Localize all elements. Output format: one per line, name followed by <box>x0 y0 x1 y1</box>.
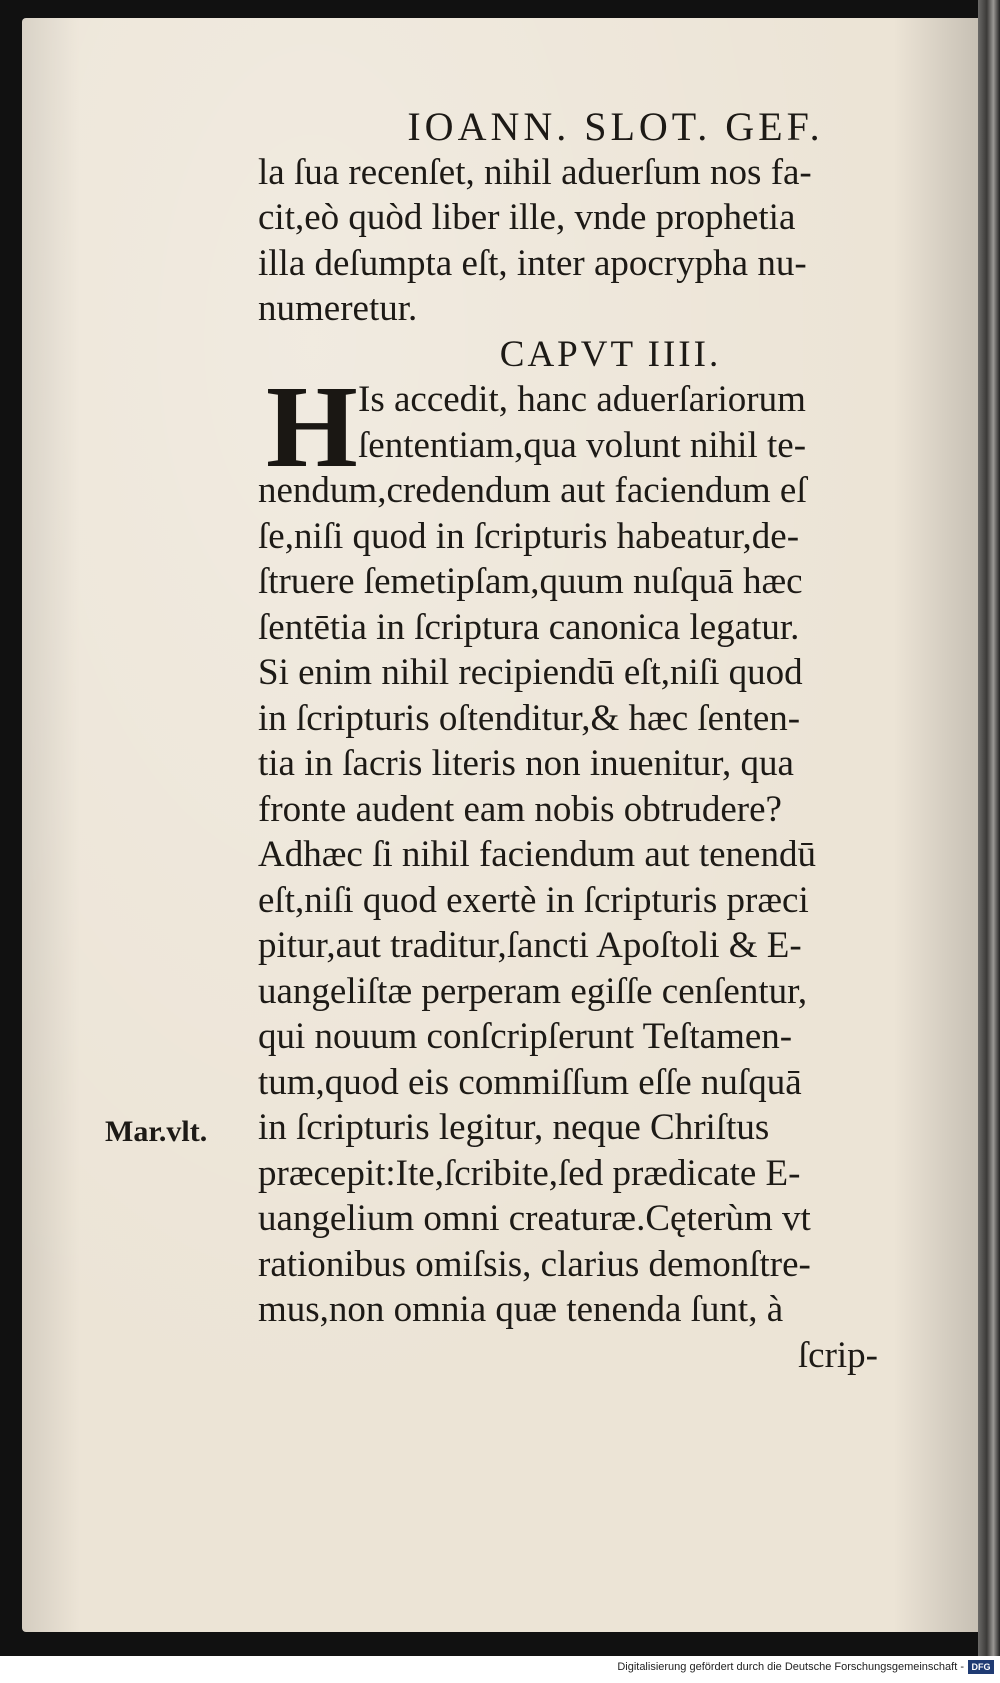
text-line: nendum,credendum aut faciendum eſ <box>258 470 807 511</box>
book-edge <box>978 0 1000 1656</box>
text-line: præcepit:Ite,ſcribite,ſed prædicate E- <box>258 1152 801 1194</box>
running-head: IOANN. SLOT. GEF. <box>407 104 824 149</box>
text-line: in ſcripturis legitur, neque Chriſtus <box>258 1107 770 1148</box>
dfg-logo: DFG <box>968 1660 994 1674</box>
text-line: illa deſumpta eſt, inter apocrypha nu- <box>258 242 807 284</box>
text-line: fronte audent eam nobis obtrudere? <box>258 788 782 830</box>
text-line: qui nouum conſcripſerunt Teſtamen- <box>258 1016 793 1057</box>
text-line: Is accedit, hanc aduerſariorum <box>358 379 806 420</box>
text-line: cit,eò quòd liber ille, vnde prophetia <box>258 197 796 238</box>
text-line: rationibus omiſsis, clarius demonſtre- <box>258 1243 811 1285</box>
footer-credit: Digitalisierung gefördert durch die Deutsche Forschungsgemeinschaft - <box>617 1661 964 1673</box>
text-line: Adhæc ſi nihil faciendum aut tenendū <box>258 834 816 875</box>
text-line: Si enim nihil recipiendū eſt,niſi quod <box>258 652 803 693</box>
text-line: ſe,niſi quod in ſcripturis habeatur,de- <box>258 515 800 557</box>
text-line: pitur,aut traditur,ſancti Apoſtoli & E- <box>258 925 802 966</box>
text-line: uangeliſtæ perperam egiſſe cenſentur, <box>258 970 808 1012</box>
text-line: mus,non omnia quæ tenenda ſunt, à <box>258 1289 784 1330</box>
catchword: ſcrip- <box>797 1334 878 1376</box>
margin-note: Mar.vlt. <box>105 1115 208 1148</box>
text-line: in ſcripturis oſtenditur,& hæc ſenten- <box>258 697 801 739</box>
chapter-body <box>258 361 933 1378</box>
text-line: tia in ſacris literis non inuenitur, qua <box>258 743 794 784</box>
text-line: uangelium omni creaturæ.Cęterùm vt <box>258 1198 811 1239</box>
text-line: eſt,niſi quod exertè in ſcripturis præci <box>258 879 809 921</box>
text-line: ſentētia in ſcriptura canonica legatur. <box>258 606 800 648</box>
chapter-heading: CAPVT IIII. <box>499 333 722 375</box>
text-line: numeretur. <box>258 288 418 329</box>
drop-cap-initial: H <box>266 361 358 492</box>
footer-bar <box>0 1656 1000 1683</box>
page-text <box>258 104 933 1378</box>
text-line: ſtruere ſemetipſam,quum nuſquā hæc <box>258 561 803 602</box>
text-line: tum,quod eis commiſſum eſſe nuſquā <box>258 1061 802 1103</box>
text-line: ſententiam,qua volunt nihil te- <box>358 424 807 466</box>
text-line: la ſua recenſet, nihil aduerſum nos fa- <box>258 151 812 193</box>
